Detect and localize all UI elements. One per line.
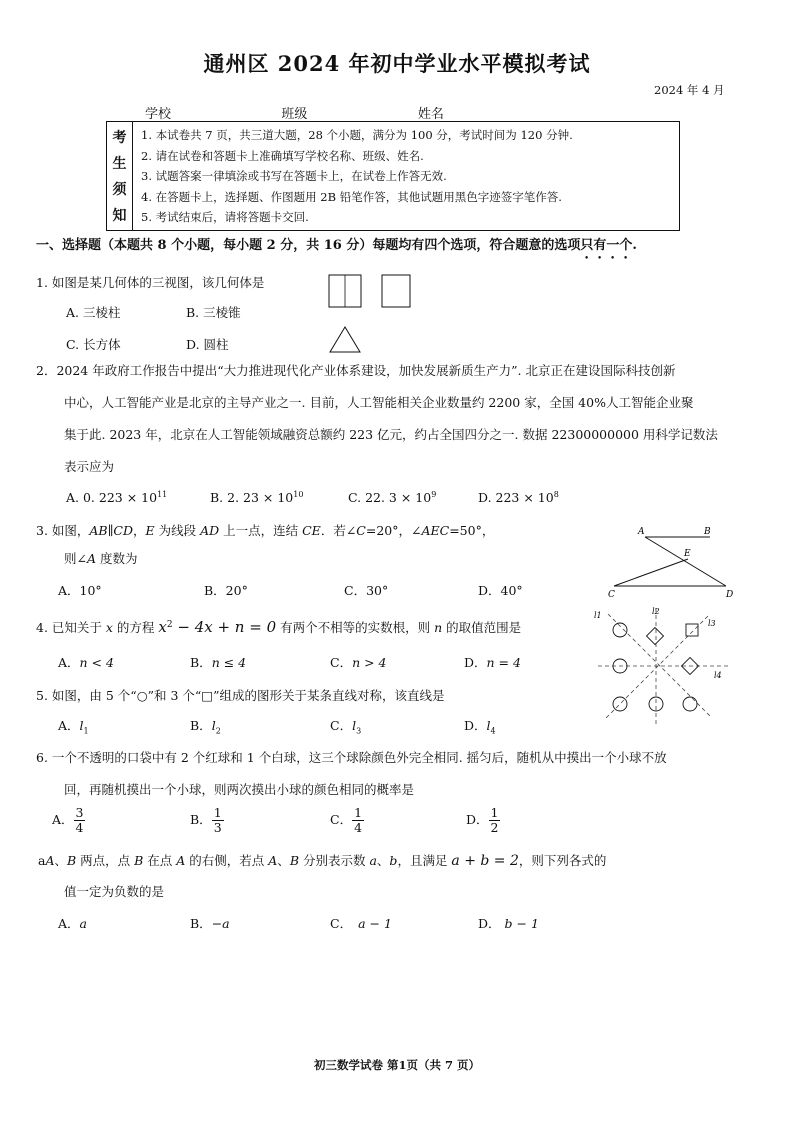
line-ce [614,559,688,586]
q3-geometry-figure [600,522,750,602]
notice-item: 4. 在答题卡上，选择题、作图题用 2B 铅笔作答，其他试题用黑色字迹签字笔作答. [141,189,562,204]
q5-option-b[interactable]: B．$l_2$ [190,718,221,736]
q4-option-d[interactable]: D．n = 4 [464,655,521,670]
page-footer: 初三数学试卷 第1页（共 7 页） [313,1058,480,1072]
q6-option-b[interactable]: B． $\frac{1}{3}$ [190,805,222,835]
notice-label-char: 知 [112,208,127,224]
q7-option-a[interactable]: A．a [58,916,87,931]
square-shape [686,624,698,636]
school-label: 学校 [145,107,172,122]
class-blank[interactable] [307,107,405,122]
q5-option-a[interactable]: A．$l_1$ [58,718,89,736]
q4-stem: 4. 已知关于 x 的方程 $x^2 - 4x + n = 0$ 有两个不相等的实数根，则 n 的取值范围是 [36,618,522,636]
section-heading: 一、选择题（本题共 8 个小题，每小题 2 分，共 16 分）每题均有四个选项，符合题意的选项只有一个. [36,238,637,253]
q6-option-a[interactable]: A． $\frac{3}{4}$ [52,805,84,835]
point-label-e: E [684,549,691,559]
q1-option-a[interactable]: A. 三棱柱 [66,305,121,320]
q7-option-c[interactable]: C． a − 1 [330,916,392,931]
axis-label-l2: l2 [652,607,660,616]
q4-option-c[interactable]: C．n > 4 [330,655,387,670]
q7-option-d[interactable]: D． b − 1 [478,916,539,931]
q5-symmetry-figure [590,604,740,726]
q1-option-c[interactable]: C. 长方体 [66,337,121,352]
q1-three-view-figure [326,272,416,358]
notice-label-char: 生 [112,156,127,172]
q3-option-b[interactable]: B．20° [204,583,248,598]
axis-l3 [606,616,708,718]
notice-label-char: 须 [112,182,127,198]
line-ad [645,537,726,586]
circle-shape [613,697,627,711]
name-label: 姓名 [417,107,444,122]
q7-stem-line1: aA、B 两点，点 B 在点 A 的右侧，若点 A、B 分别表示数 a、b，且满足 a + b = 2，则下列各式的 [38,853,607,869]
q2-stem-line: 表示应为 [64,459,115,474]
q3-option-d[interactable]: D．40° [478,583,523,598]
q5-option-d[interactable]: D．$l_4$ [464,718,496,736]
q4-option-b[interactable]: B．n ≤ 4 [190,655,247,670]
q2-option-a[interactable]: A. 0. $223 \times 10^{11}$ [66,490,168,506]
q1-stem: 1. 如图是某几何体的三视图，该几何体是 [36,275,265,290]
q7-option-b[interactable]: B．−a [190,916,230,931]
notice-label [107,122,133,230]
notice-label-char: 考 [112,130,127,146]
exam-notice-box [106,121,680,231]
notice-item: 2. 请在试卷和答题卡上准确填写学校名称、班级、姓名. [141,148,424,163]
axis-label-l3: l3 [708,619,716,628]
q1-option-d[interactable]: D. 圆柱 [186,337,229,352]
name-blank[interactable] [444,107,542,122]
q6-option-d[interactable]: D． $\frac{1}{2}$ [466,805,499,835]
q5-option-c[interactable]: C．$l_3$ [330,718,362,736]
q2-option-c[interactable]: C. 22. $3 \times 10^9$ [348,490,437,506]
q1-option-b[interactable]: B. 三棱锥 [186,305,241,320]
q6-stem-line1: 6. 一个不透明的口袋中有 2 个红球和 1 个白球，这三个球除颜色外完全相同. 摇匀后，随机从中摸出一个小球不放 [36,750,667,765]
page-title: 通州区 2024 年初中学业水平模拟考试 [203,51,591,76]
q2-option-b[interactable]: B. 2. $23 \times 10^{10}$ [210,490,304,506]
student-info-fields [145,103,542,122]
q3-option-c[interactable]: C．30° [344,583,389,598]
side-view-rect [382,275,410,307]
q3-stem-line1: 3. 如图，AB∥CD，E 为线段 AD 上一点，连结 CE．若∠C=20°，∠AEC=50°， [36,523,495,538]
q6-stem-line2: 回，再随机摸出一个小球，则两次摸出小球的颜色相同的概率是 [64,782,415,797]
notice-item: 3. 试题答案一律填涂或书写在答题卡上，在试卷上作答无效. [141,169,447,183]
circle-shape [683,697,697,711]
q7-stem-line2: 值一定为负数的是 [64,884,165,899]
point-label-b: B [704,527,711,537]
exam-date: 2024 年 4 月 [654,83,725,97]
q2-stem-line: 中心，人工智能产业是北京的主导产业之一. 目前，人工智能相关企业数量约 2200 家，全国 40%人工智能企业聚 [64,395,694,410]
q5-stem: 5. 如图，由 5 个“○”和 3 个“□”组成的图形关于某条直线对称，该直线是 [36,688,445,703]
notice-items [141,125,573,228]
point-label-c: C [608,590,615,600]
point-label-d: D [726,590,734,600]
q4-option-a[interactable]: A．n < 4 [58,655,114,670]
circle-shape [613,623,627,637]
q3-option-a[interactable]: A．10° [58,583,102,598]
q2-option-d[interactable]: D. $223 \times 10^8$ [478,490,559,506]
notice-item: 5. 考试结束后，请将答题卡交回. [141,210,309,224]
axis-label-l4: l4 [714,671,722,680]
point-label-a: A [638,527,645,537]
school-blank[interactable] [171,107,269,122]
top-view-triangle [330,327,360,352]
class-label: 班级 [281,107,308,122]
q2-stem-line: 2．2024 年政府工作报告中提出“大力推进现代化产业体系建设，加快发展新质生产力”. 北京正在建设国际科技创新 [36,363,676,378]
emphasis-text: 只有一个 [580,238,633,253]
square-shape [647,628,664,645]
q6-option-c[interactable]: C． $\frac{1}{4}$ [330,805,363,835]
notice-item: 1. 本试卷共 7 页，共三道大题，28 个小题，满分为 100 分，考试时间为 120 分钟. [141,128,573,142]
axis-label-l1: l1 [594,611,602,620]
q2-stem-line: 集于此. 2023 年，北京在人工智能领域融资总额约 223 亿元，约占全国四分之一. 数据 22300000000 用科学记数法 [64,427,718,442]
q3-stem-line2: 则∠A 度数为 [64,551,138,566]
